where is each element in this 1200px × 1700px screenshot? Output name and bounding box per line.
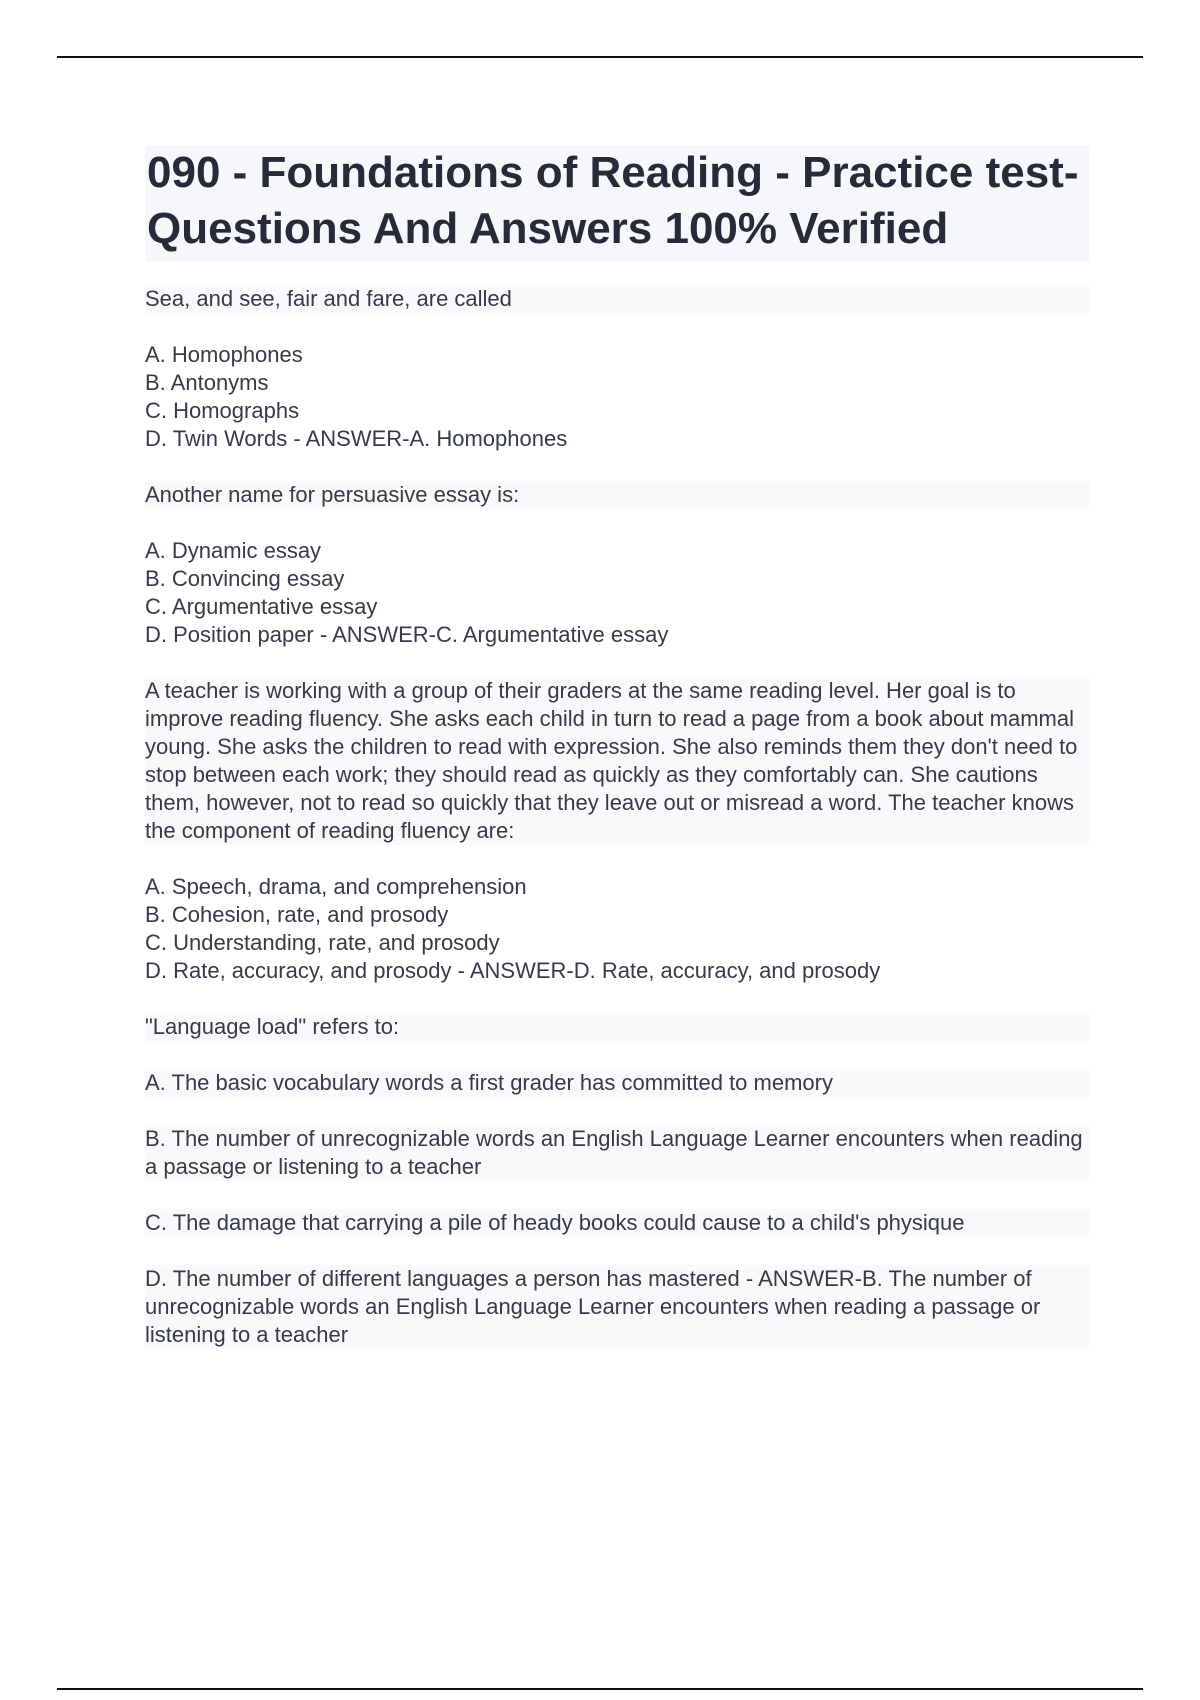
question-4-option-a: A. The basic vocabulary words a first grader has committed to memory: [145, 1069, 1089, 1097]
bottom-rule: [57, 1688, 1143, 1690]
question-1-prompt: Sea, and see, fair and fare, are called: [145, 285, 1089, 313]
question-1-option-d-answer: D. Twin Words - ANSWER-A. Homophones: [145, 426, 568, 451]
question-3-options: [145, 873, 1089, 985]
question-2-option-b: B. Convincing essay: [145, 566, 345, 591]
question-2-option-c: C. Argumentative essay: [145, 594, 378, 619]
question-1-option-b: B. Antonyms: [145, 370, 269, 395]
question-1-option-a: A. Homophones: [145, 342, 303, 367]
question-3-option-d-answer: D. Rate, accuracy, and prosody - ANSWER-D. Rate, accuracy, and prosody: [145, 958, 881, 983]
question-2-prompt: Another name for persuasive essay is:: [145, 481, 1089, 509]
question-4-option-c: C. The damage that carrying a pile of heady books could cause to a child's physique: [145, 1209, 1089, 1237]
question-4-prompt: "Language load" refers to:: [145, 1013, 1089, 1041]
question-3-option-b: B. Cohesion, rate, and prosody: [145, 902, 449, 927]
document-body: [145, 285, 1089, 1349]
question-3-option-c: C. Understanding, rate, and prosody: [145, 930, 500, 955]
question-1-options: [145, 341, 1089, 453]
question-2-option-a: A. Dynamic essay: [145, 538, 322, 563]
document-title: 090 - Foundations of Reading - Practice test-Questions And Answers 100% Verified: [145, 145, 1089, 261]
question-2-option-d-answer: D. Position paper - ANSWER-C. Argumentative essay: [145, 622, 669, 647]
question-2-options: [145, 537, 1089, 649]
question-1-option-c: C. Homographs: [145, 398, 300, 423]
document-content: [145, 145, 1089, 1377]
question-4-option-d-answer: D. The number of different languages a person has mastered - ANSWER-B. The number of unrecognizable words an English Language Learner encounters when reading a passage or listening to a teacher: [145, 1265, 1089, 1349]
question-4-option-b: B. The number of unrecognizable words an English Language Learner encounters when reading a passage or listening to a teacher: [145, 1126, 1089, 1179]
question-3-prompt: A teacher is working with a group of their graders at the same reading level. Her goal is to improve reading fluency. She asks each child in turn to read a page from a book about mammal young. She asks the children to read with expression. She also reminds them they don't need to stop between each work; they should read as quickly as they comfortably can. She cautions them, however, not to read so quickly that they leave out or misread a word. The teacher knows the component of reading fluency are:: [145, 677, 1089, 845]
top-rule: [57, 56, 1143, 58]
question-3-option-a: A. Speech, drama, and comprehension: [145, 874, 527, 899]
